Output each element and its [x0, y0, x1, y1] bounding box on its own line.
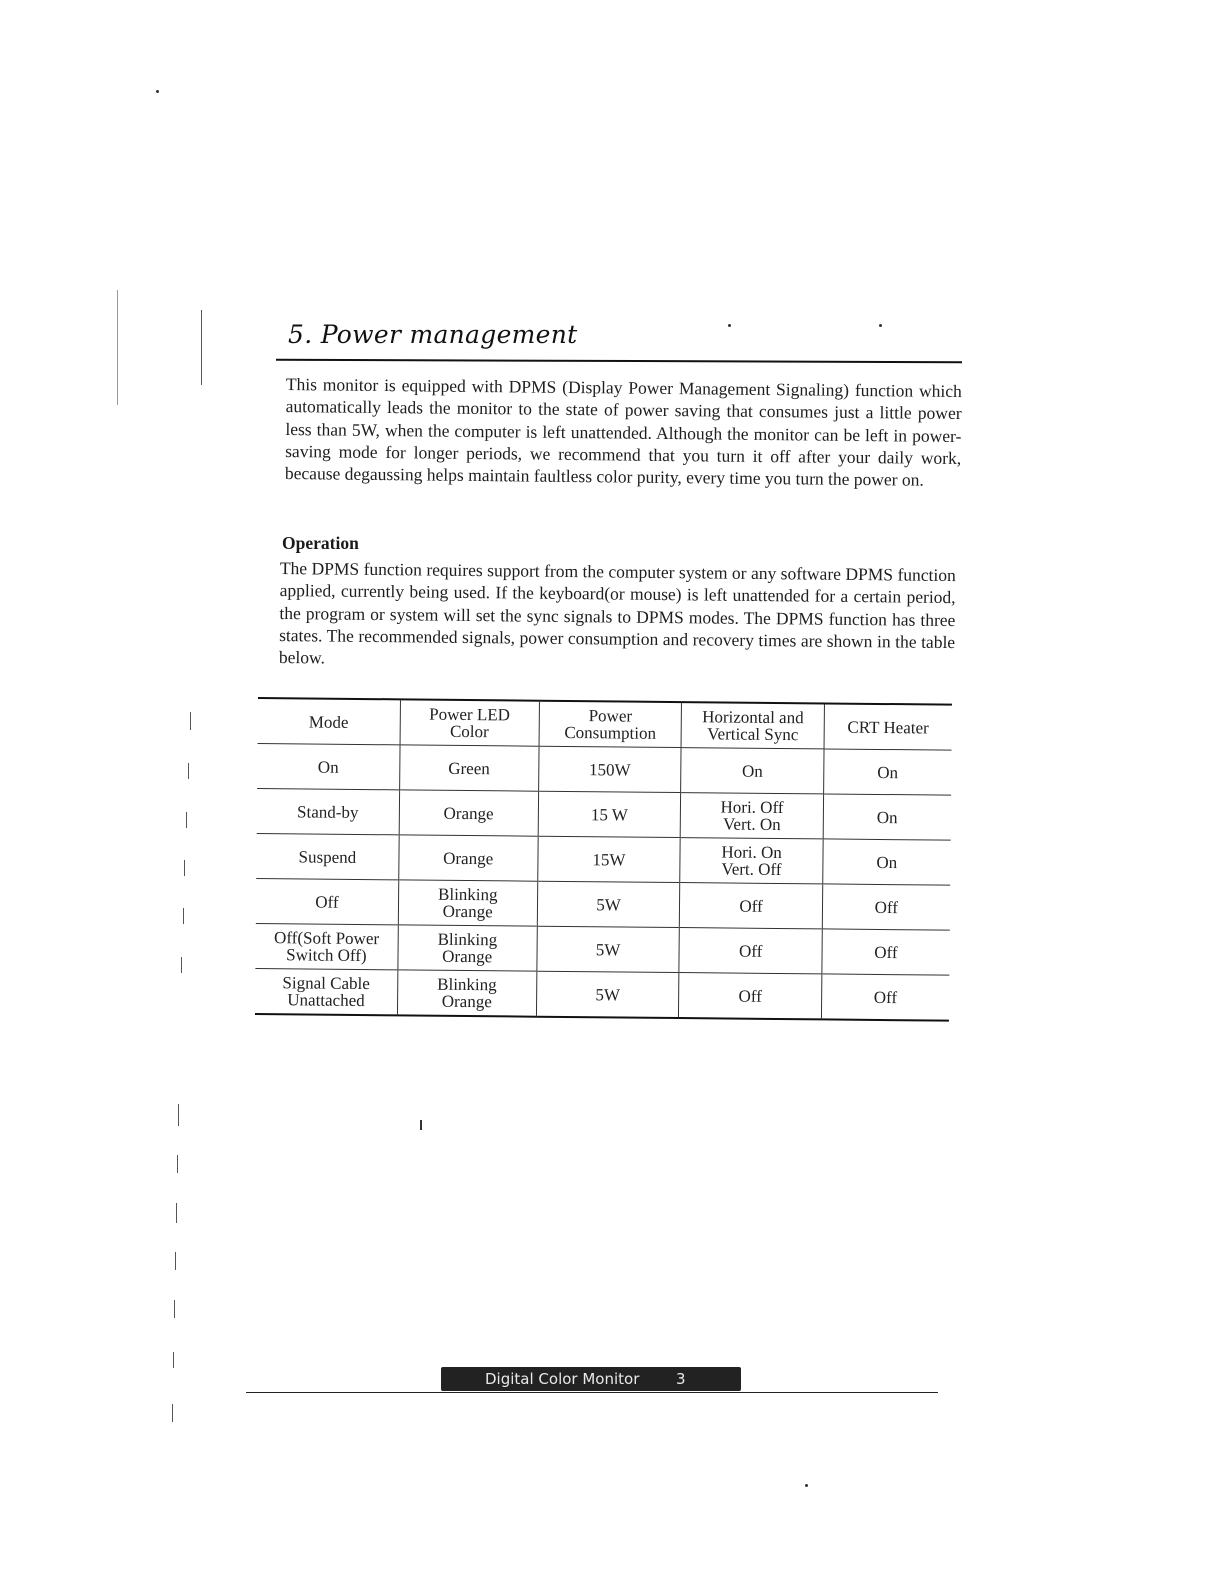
cell-sync-line1: Off — [738, 941, 763, 961]
cell-led-line1: Orange — [443, 848, 494, 868]
scan-artifact — [172, 1404, 173, 1422]
header-power-line1: Power — [588, 706, 633, 726]
header-mode — [258, 698, 401, 745]
cell-mode-line2: Switch Off) — [286, 945, 367, 966]
header-power-consumption — [539, 701, 682, 748]
table-row — [257, 788, 951, 840]
cell-sync-line1: Off — [738, 986, 762, 1006]
cell-sync — [680, 883, 823, 929]
header-sync-line1: Horizontal and — [702, 707, 804, 728]
scan-artifact — [178, 1104, 179, 1126]
header-crt-heater — [824, 703, 952, 750]
cell-mode — [256, 833, 399, 879]
cell-heater: Off — [821, 974, 949, 1021]
dpms-table — [255, 697, 952, 1022]
cell-mode-line1: Suspend — [298, 846, 357, 867]
cell-sync — [680, 838, 823, 884]
cell-heater: On — [822, 839, 950, 885]
cell-power: 15 W — [538, 791, 681, 837]
cell-sync — [679, 973, 822, 1020]
cell-led — [399, 835, 538, 881]
power-management-table — [255, 697, 952, 1022]
table-row — [256, 878, 950, 930]
operation-heading: Operation — [282, 533, 359, 553]
cell-heater: On — [823, 749, 951, 795]
scan-artifact — [173, 1352, 174, 1368]
cell-led-line1: Blinking — [437, 884, 498, 905]
cell-heater: Off — [822, 929, 950, 975]
cell-led-line2: Orange — [442, 946, 493, 967]
scan-artifact — [174, 1300, 175, 1318]
cell-sync-line1: Hori. On — [721, 842, 782, 863]
cell-mode-line2: Unattached — [287, 990, 365, 1011]
cell-heater: On — [823, 794, 951, 840]
cell-power: 15W — [537, 836, 680, 882]
cell-sync-line1: Hori. Off — [720, 797, 784, 818]
cell-mode — [257, 788, 400, 834]
footer-label: Digital Color Monitor — [485, 1370, 640, 1388]
scan-artifact — [156, 90, 159, 93]
table-row — [256, 833, 950, 885]
cell-mode-line1: Off — [315, 892, 339, 912]
intro-paragraph: This monitor is equipped with DPMS (Display Power Management Signaling) function which automatically leads the monitor to the state of power saving that consumes just a little power less than 5W, when the computer is left unattended. Although the monitor can be left in power-saving mode for longer periods, we recommend that you turn it off after your daily work, because degaussing helps maintain faultless color purity, every time you turn the power on. — [284, 373, 962, 490]
cell-led-line2: Orange — [442, 901, 493, 922]
cell-power: 5W — [536, 926, 679, 972]
table-row — [257, 743, 951, 795]
cell-led — [399, 790, 538, 836]
table-row — [255, 923, 949, 975]
scan-artifact — [201, 310, 202, 385]
footer-rule — [246, 1392, 938, 1393]
cell-led-line1: Blinking — [437, 929, 498, 950]
scan-artifact — [186, 812, 187, 828]
cell-power: 150W — [538, 746, 681, 792]
cell-sync-line1: On — [741, 761, 763, 781]
cell-led — [398, 925, 537, 971]
header-sync-line2: Vertical Sync — [707, 724, 799, 745]
scan-artifact — [188, 763, 189, 779]
cell-power: 5W — [537, 881, 680, 927]
cell-mode — [256, 878, 399, 924]
cell-sync — [679, 928, 822, 974]
operation-paragraph: The DPMS function requires support from the computer system or any software DPMS function applied, currently being used. If the keyboard(or mouse) is left unattended for a certain period, the program or system will set the sync signals to DPMS modes. The DPMS function has three states. The recommended signals, power consumption and recovery times are shown in the table below. — [278, 557, 956, 668]
table-row — [255, 968, 949, 1020]
scan-artifact — [184, 860, 185, 876]
section-title: 5. Power management — [288, 320, 578, 349]
table-header-row — [258, 698, 952, 750]
cell-sync-line1: Off — [739, 896, 763, 916]
header-power-line2: Consumption — [564, 722, 657, 743]
scan-artifact — [183, 908, 184, 924]
header-led-line2: Color — [449, 721, 489, 742]
scan-artifact — [805, 1484, 808, 1487]
scan-artifact — [176, 1203, 177, 1223]
cell-led — [397, 970, 536, 1017]
header-led-color — [400, 699, 539, 746]
scan-artifact — [728, 324, 731, 327]
cell-mode — [255, 968, 398, 1015]
cell-led-line1: Blinking — [437, 974, 497, 995]
scan-artifact — [175, 1252, 176, 1270]
scan-artifact — [177, 1155, 178, 1173]
cell-led — [399, 745, 538, 791]
cell-led — [398, 880, 537, 926]
cell-sync-line2: Vert. Off — [721, 859, 782, 880]
cell-mode-line1: Stand-by — [297, 801, 359, 822]
cell-led-line1: Green — [448, 758, 490, 778]
footer-badge — [441, 1367, 741, 1391]
cell-mode-line1: On — [317, 757, 339, 777]
cell-led-line1: Orange — [443, 803, 494, 823]
cell-mode — [255, 923, 398, 969]
header-mode-label: Mode — [308, 711, 349, 732]
cell-mode-line1: Off(Soft Power — [274, 928, 380, 949]
header-led-line1: Power LED — [429, 704, 511, 725]
header-heater-label: CRT Heater — [847, 717, 929, 737]
cell-mode-line1: Signal Cable — [282, 973, 370, 994]
scan-artifact — [181, 957, 182, 973]
scan-artifact — [117, 290, 118, 405]
cell-power: 5W — [536, 971, 679, 1018]
header-sync — [682, 702, 825, 749]
cell-sync — [681, 748, 824, 794]
scan-artifact — [190, 712, 191, 730]
page-number: 3 — [676, 1370, 686, 1388]
cell-led-line2: Orange — [441, 991, 492, 1012]
cell-sync-line2: Vert. On — [722, 814, 781, 835]
title-rule — [276, 359, 962, 363]
cell-mode — [257, 743, 400, 789]
cell-heater: Off — [822, 884, 950, 930]
cell-sync — [681, 793, 824, 839]
scan-artifact — [420, 1120, 422, 1130]
scan-artifact — [879, 324, 882, 327]
